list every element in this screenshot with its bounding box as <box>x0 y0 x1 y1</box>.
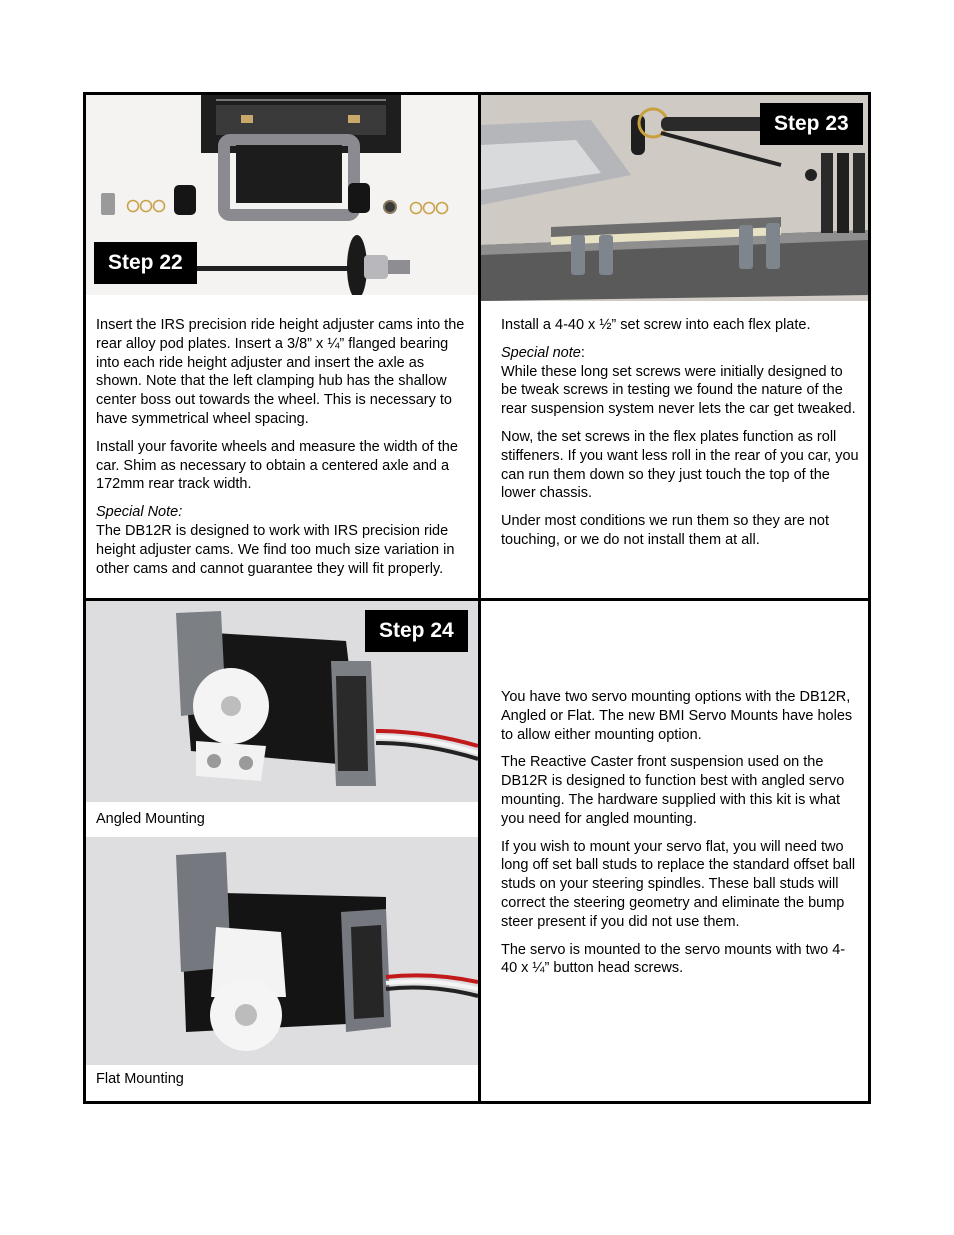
step-24-paragraph-1: You have two servo mounting options with the DB12R, Angled or Flat. The new BMI Servo Mounts have holes to allow either mounting option. <box>501 689 853 743</box>
step-23-text <box>501 316 861 559</box>
step-24-text-cell <box>481 601 868 1101</box>
step-23-paragraph-1: Now, the set screws in the flex plates function as roll stiffeners. If you want less roll in the rear of you car, you can run them down so they just touch the top of the lower chassis. <box>501 428 859 502</box>
step-24-text <box>501 688 861 987</box>
step-23-paragraph-2: Under most conditions we run them so they are not touching, or we do not install them at all. <box>501 513 830 548</box>
step-23-note-colon: : <box>580 344 585 361</box>
step-24-badge: Step 24 <box>365 610 468 652</box>
angled-mounting-caption: Angled Mounting <box>96 811 205 827</box>
instruction-grid <box>83 92 871 1104</box>
step-22-note-text: The DB12R is designed to work with IRS precision ride height adjuster cams. We find too much size variation in other cams and cannot guarantee they will fit properly. <box>96 522 455 577</box>
step-23-cell <box>481 95 868 598</box>
flat-mounting-caption: Flat Mounting <box>96 1071 184 1087</box>
step-24-paragraph-3: If you wish to mount your servo flat, you will need two long off set ball studs to replace the standard offset ball studs on your steering spindles. These ball studs will correct the steering geometry and eliminate the bump steer present if you did not use them. <box>501 838 856 930</box>
step-23-intro: Install a 4-40 x ½” set screw into each flex plate. <box>501 317 811 333</box>
step-24-paragraph-2: The Reactive Caster front suspension used on the DB12R is designed to function best with angled servo mounting. The hardware supplied with this kit is what you need for angled mounting. <box>501 754 845 827</box>
step-23-note-text: While these long set screws were initially designed to be tweak screws in testing we found the nature of the rear suspension system never lets the car get tweaked. <box>501 363 856 418</box>
flat-mounting-photo <box>86 837 478 1065</box>
step-22-note <box>96 503 468 578</box>
step-22-text <box>96 316 468 587</box>
step-22-badge: Step 22 <box>94 242 197 284</box>
step-22-note-label: Special Note: <box>96 504 183 521</box>
step-24-photo-cell <box>86 601 478 1101</box>
step-24-paragraph-4: The servo is mounted to the servo mounts with two 4-40 x ¼” button head screws. <box>501 941 846 977</box>
step-22-paragraph-2: Install your favorite wheels and measure the width of the car. Shim as necessary to obtain a centered axle and a 172mm rear track width. <box>96 438 458 493</box>
step-22-paragraph-1: Insert the IRS precision ride height adjuster cams into the rear alloy pod plates. Insert a 3/8” x ¼” flanged bearing into each ride height adjuster and insert the axle as shown. Note that the left clamping hub has the shallow center boss out towards the wheel. This is necessary to have symmetrical wheel spacing. <box>96 317 465 427</box>
step-22-cell <box>86 95 478 598</box>
step-23-note-label: Special note <box>501 344 581 361</box>
step-23-badge: Step 23 <box>760 103 863 145</box>
step-23-note <box>501 344 861 419</box>
